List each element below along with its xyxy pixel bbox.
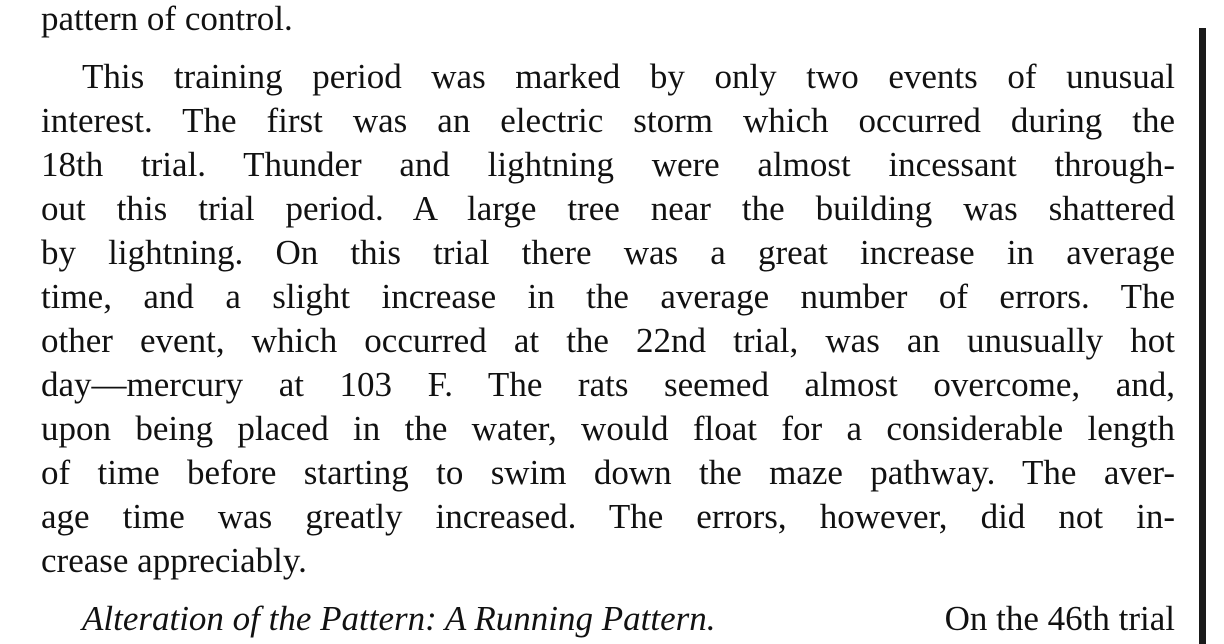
- text-line: upon being placed in the water, would float for a considerable length: [41, 409, 1175, 448]
- section-heading: Alteration of the Pattern: A Running Pattern.: [82, 599, 716, 638]
- section-start-text: On the 46th trial: [944, 599, 1175, 638]
- text-line: other event, which occurred at the 22nd trial, was an unusually hot: [41, 321, 1175, 360]
- page-edge-shadow: [1199, 28, 1206, 644]
- text-line: age time was greatly increased. The errors, however, did not in-: [41, 497, 1175, 536]
- text-line: crease appreciably.: [41, 541, 307, 580]
- text-line: day—mercury at 103 F. The rats seemed almost overcome, and,: [41, 365, 1175, 404]
- section-heading-line: [82, 597, 1175, 641]
- text-line: pattern of control.: [41, 0, 293, 38]
- text-line: time, and a slight increase in the average number of errors. The: [41, 277, 1175, 316]
- text-line: out this trial period. A large tree near the building was shattered: [41, 189, 1175, 228]
- text-line: 18th trial. Thunder and lightning were almost incessant through-: [41, 145, 1175, 184]
- text-line: by lightning. On this trial there was a great increase in average: [41, 233, 1175, 272]
- text-line: This training period was marked by only two events of unusual: [82, 57, 1175, 96]
- text-line: of time before starting to swim down the maze pathway. The aver-: [41, 453, 1175, 492]
- text-line: interest. The first was an electric storm which occurred during the: [41, 101, 1175, 140]
